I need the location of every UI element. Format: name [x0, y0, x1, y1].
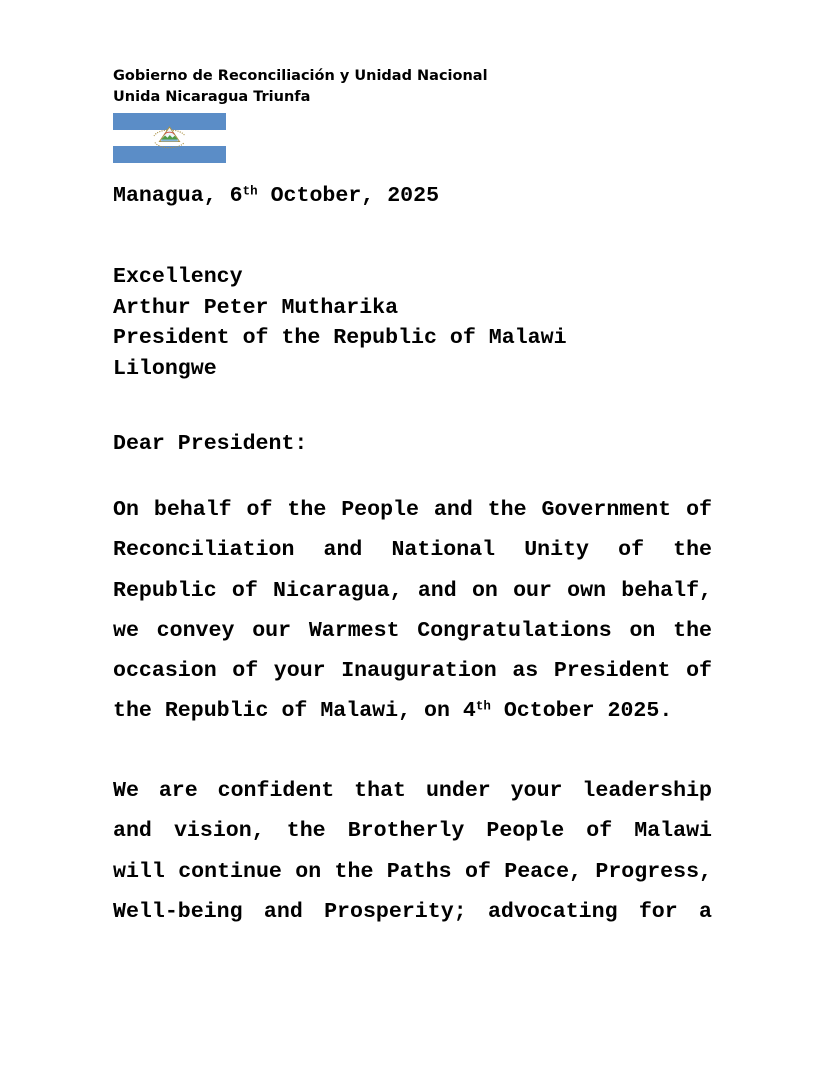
paragraph-1-last-pre: the Republic of Malawi, on 4 [113, 699, 476, 724]
paragraph-2-line: and vision, the Brotherly People of Malawi [113, 819, 712, 844]
recipient-block [113, 262, 567, 385]
recipient-name: Arthur Peter Mutharika [113, 295, 399, 320]
paragraph-1-line: Reconciliation and National Unity of the [113, 538, 712, 563]
paragraph-1-last-post: October 2025. [490, 699, 673, 724]
nicaragua-flag [113, 113, 226, 163]
paragraph-2-line: We are confident that under your leadership [113, 779, 712, 803]
paragraph-1 [113, 490, 712, 732]
paragraph-1-line: occasion of your Inauguration as President of [113, 659, 712, 684]
recipient-city: Lilongwe [113, 357, 217, 382]
recipient-role: President of the Republic of Malawi [113, 326, 567, 351]
paragraph-1-line: On behalf of the People and the Government of [113, 498, 712, 522]
dateline [113, 183, 439, 209]
paragraph-1-line: Republic of Nicaragua, and on our own behalf, [113, 578, 712, 603]
salutation: Dear President: [113, 432, 308, 456]
paragraph-1-line: we convey our Warmest Congratulations on the [113, 618, 712, 643]
paragraph-1-ordinal: th [475, 699, 491, 714]
paragraph-1-last-line [113, 691, 712, 731]
flag-bottom-blue-stripe [113, 146, 226, 163]
recipient-title: Excellency [113, 265, 243, 289]
paragraph-2-line: will continue on the Paths of Peace, Progress, [113, 859, 712, 884]
letterhead [113, 66, 488, 108]
paragraph-2-line: Well-being and Prosperity; advocating for a [113, 899, 712, 924]
letterhead-line-1: Gobierno de Reconciliación y Unidad Nacional [113, 68, 488, 84]
dateline-ordinal: th [242, 184, 258, 199]
paragraph-2 [113, 771, 712, 932]
letterhead-line-2: Unida Nicaragua Triunfa [113, 89, 311, 105]
nicaragua-flag-graphic [113, 113, 226, 163]
dateline-post: October, 2025 [257, 184, 440, 208]
dateline-pre: Managua, 6 [113, 184, 243, 208]
